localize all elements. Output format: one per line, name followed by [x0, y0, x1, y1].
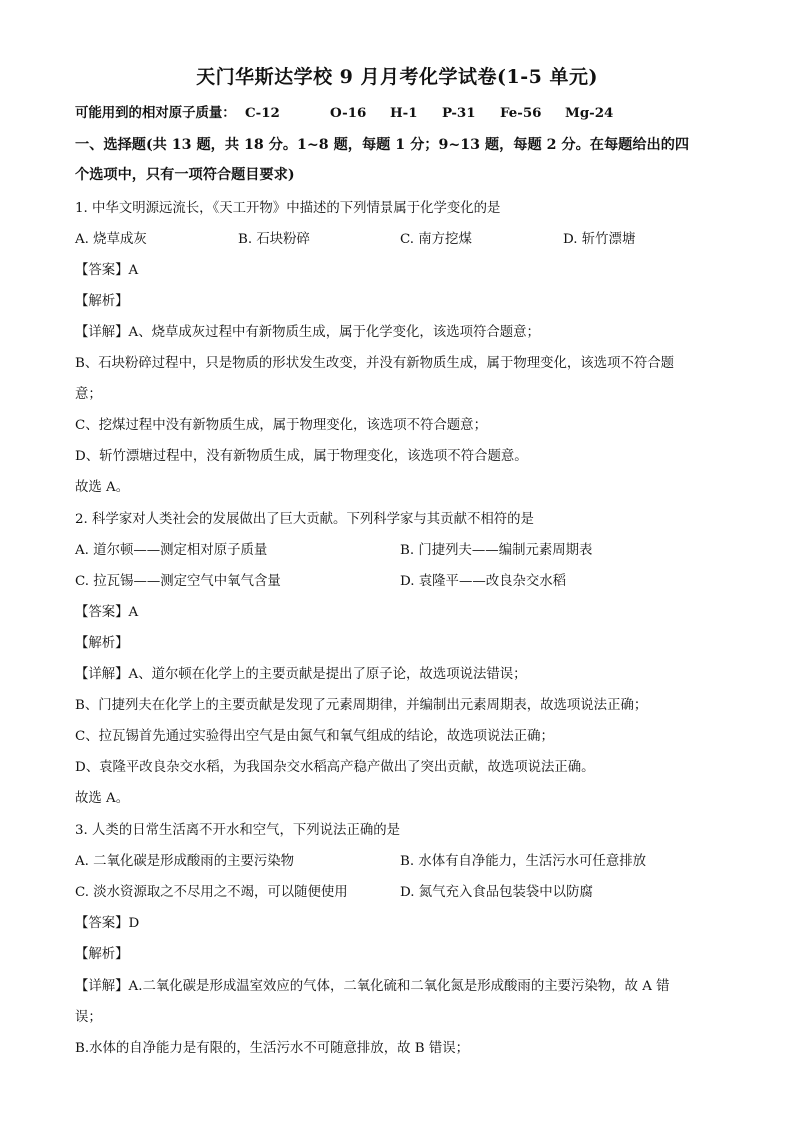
question-stem: 3. 人类的日常生活离不开水和空气，下列说法正确的是: [75, 823, 401, 838]
atomic-mass-line: [75, 104, 725, 122]
answer-label: 【答案】D: [75, 916, 140, 931]
section-heading-line: 个选项中，只有一项符合题目要求): [75, 167, 295, 183]
detail-line: D、袁隆平改良杂交水稻，为我国杂交水稻高产稳产做出了突出贡献，故选项说法正确。: [75, 760, 595, 775]
detail-line: 误；: [75, 1010, 102, 1025]
option: C. 南方挖煤: [400, 232, 472, 247]
answer-label: 【答案】A: [75, 605, 139, 620]
option: D. 斩竹漂塘: [563, 232, 636, 247]
atomic-mass-item: Mg-24: [565, 105, 614, 121]
atomic-mass-item: H-1: [390, 105, 418, 121]
atomic-mass-item: Fe-56: [500, 105, 542, 121]
option: A. 道尔顿——测定相对原子质量: [75, 543, 268, 558]
analysis-label: 【解析】: [75, 294, 129, 309]
detail-line: C、拉瓦锡首先通过实验得出空气是由氮气和氧气组成的结论，故选项说法正确；: [75, 729, 554, 744]
option: D. 氮气充入食品包装袋中以防腐: [400, 885, 593, 900]
option: B. 石块粉碎: [238, 232, 310, 247]
section-heading-line: 一、选择题(共 13 题，共 18 分。1~8 题，每题 1 分；9~13 题，每题 2 分。在每题给出的四: [75, 137, 690, 153]
detail-line: 【详解】A、道尔顿在化学上的主要贡献是提出了原子论，故选项说法错误；: [75, 667, 527, 682]
question-stem: 1. 中华文明源远流长，《天工开物》中描述的下列情景属于化学变化的是: [75, 201, 501, 216]
analysis-label: 【解析】: [75, 636, 129, 651]
detail-line: B、门捷列夫在化学上的主要贡献是发现了元素周期律，并编制出元素周期表，故选项说法正确；: [75, 698, 648, 713]
detail-line: 【详解】A、烧草成灰过程中有新物质生成，属于化学变化，该选项符合题意；: [75, 325, 540, 340]
option: A. 烧草成灰: [75, 232, 147, 247]
analysis-label: 【解析】: [75, 947, 129, 962]
detail-line: 故选 A。: [75, 791, 130, 806]
detail-line: B.水体的自净能力是有限的，生活污水不可随意排放，故 B 错误；: [75, 1041, 469, 1056]
atomic-mass-item: O-16: [330, 105, 367, 121]
question-stem: 2. 科学家对人类社会的发展做出了巨大贡献。下列科学家与其贡献不相符的是: [75, 512, 534, 527]
atomic-mass-item: C-12: [245, 105, 280, 121]
detail-line: D、斩竹漂塘过程中，没有新物质生成，属于物理变化，该选项不符合题意。: [75, 449, 528, 464]
answer-label: 【答案】A: [75, 263, 139, 278]
atomic-mass-item: P-31: [442, 105, 476, 121]
option: B. 门捷列夫——编制元素周期表: [400, 543, 593, 558]
option: D. 袁隆平——改良杂交水稻: [400, 574, 567, 589]
option: C. 拉瓦锡——测定空气中氧气含量: [75, 574, 281, 589]
page-title: 天门华斯达学校 9 月月考化学试卷(1-5 单元): [196, 66, 598, 88]
detail-line: 意；: [75, 387, 102, 402]
option: C. 淡水资源取之不尽用之不竭，可以随便使用: [75, 885, 348, 900]
atomic-mass-label: 可能用到的相对原子质量：: [75, 105, 236, 121]
detail-line: 故选 A。: [75, 480, 130, 495]
detail-line: 【详解】A.二氧化碳是形成温室效应的气体，二氧化硫和二氧化氮是形成酸雨的主要污染物，故 A 错: [75, 979, 670, 994]
option: A. 二氧化碳是形成酸雨的主要污染物: [75, 854, 295, 869]
detail-line: C、挖煤过程中没有新物质生成，属于物理变化，该选项不符合题意；: [75, 418, 487, 433]
option: B. 水体有自净能力，生活污水可任意排放: [400, 854, 646, 869]
detail-line: B、石块粉碎过程中，只是物质的形状发生改变，并没有新物质生成，属于物理变化，该选项不符合题: [75, 356, 675, 371]
